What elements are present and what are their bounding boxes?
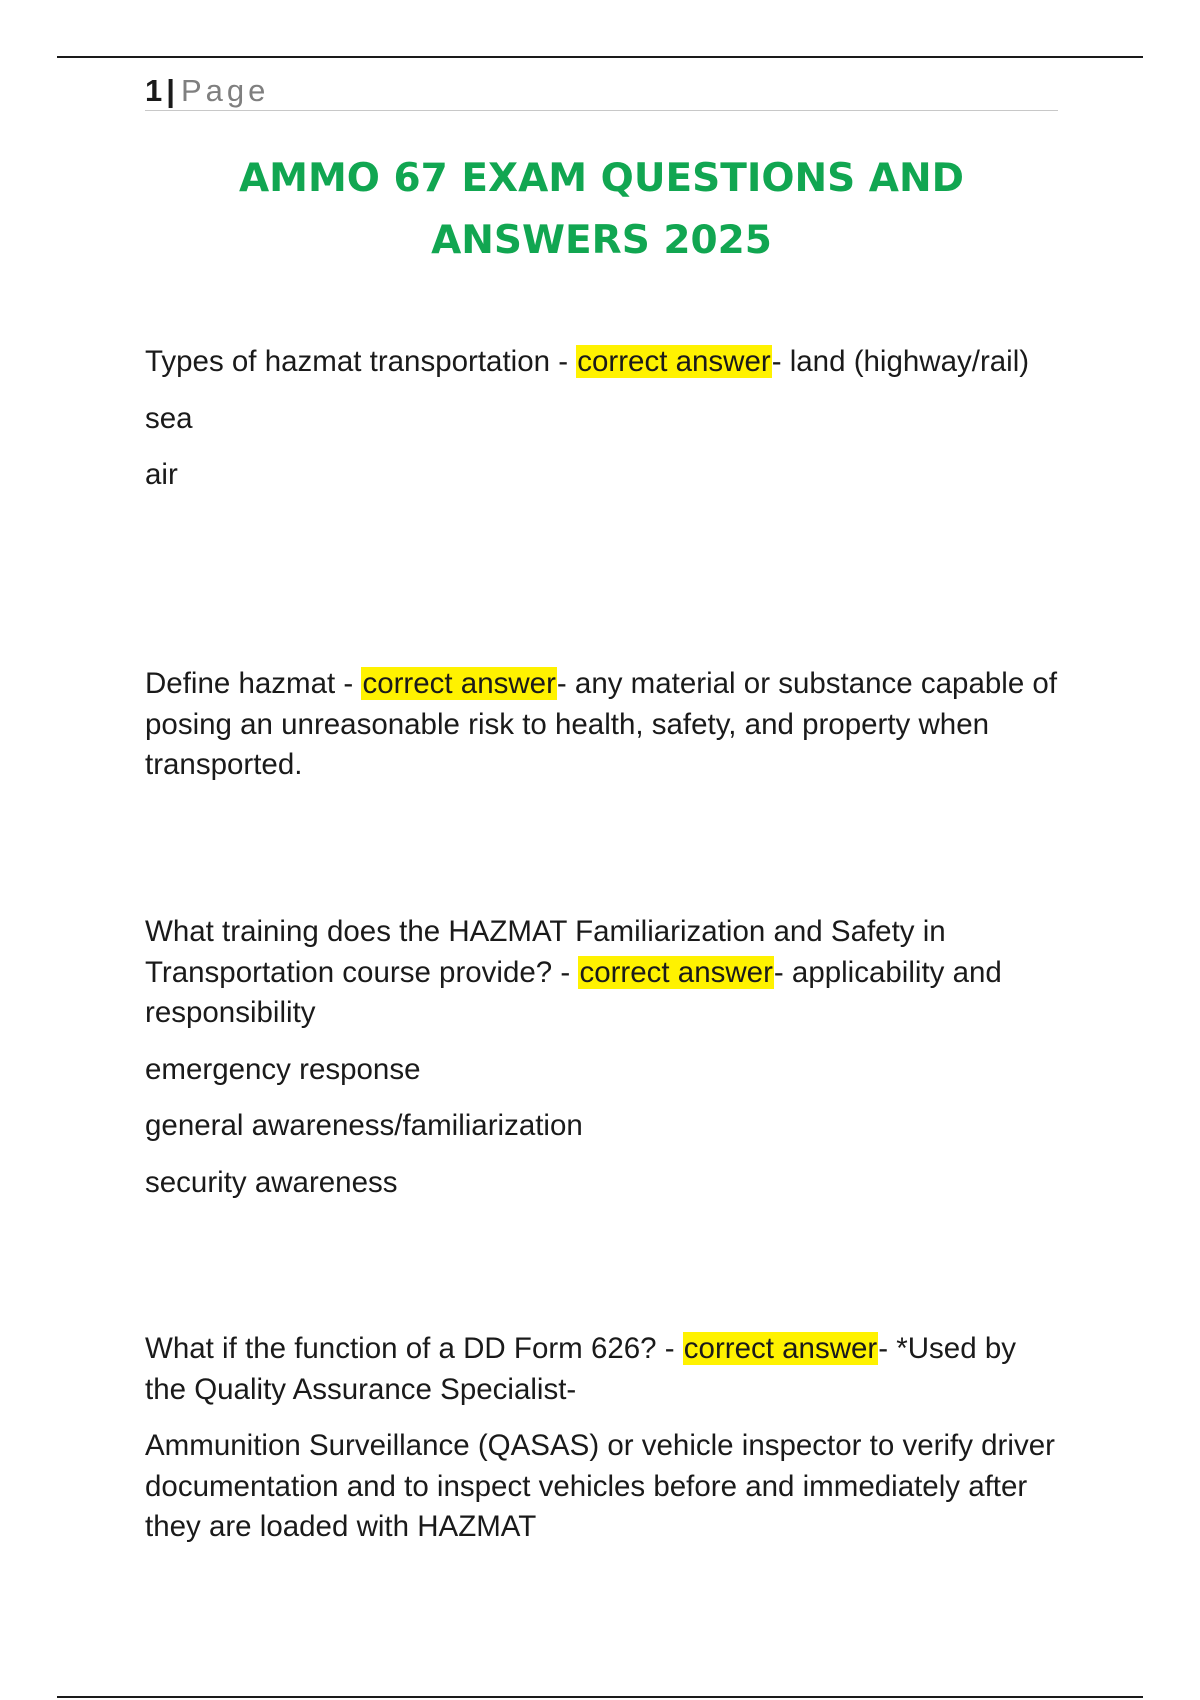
answer-line: emergency response <box>145 1052 421 1086</box>
qa-item <box>145 1329 1065 1564</box>
page-separator: | <box>166 73 175 108</box>
qa-question-paragraph <box>145 912 1065 1034</box>
correct-answer-highlight: correct answer <box>683 1332 878 1365</box>
correct-answer-highlight: correct answer <box>362 667 556 700</box>
correct-answer-highlight: correct answer <box>579 955 773 989</box>
page-number: 1 <box>145 73 163 108</box>
answer-text: - any material or substance capable of posing an unreasonable risk to health, safety, and property when transported. <box>145 667 1058 781</box>
qa-item <box>145 664 1065 802</box>
top-border-line <box>57 56 1143 58</box>
title-line-2: ANSWERS 2025 <box>431 218 772 263</box>
page-header <box>145 72 1058 111</box>
answer-line: general awareness/familiarization <box>145 1109 583 1142</box>
answer-text: - land (highway/rail) <box>771 345 1030 378</box>
answer-text: - *Used by the Quality Assurance Specialist- <box>145 1332 1016 1406</box>
question-text: Define hazmat - <box>145 667 362 700</box>
answer-line: sea <box>145 401 193 435</box>
answer-line: security awareness <box>145 1165 398 1199</box>
page-label: Page <box>180 73 270 108</box>
qa-item <box>145 342 1065 512</box>
qa-question-paragraph <box>145 342 1065 383</box>
answer-text: - applicability and responsibility <box>145 955 1002 1029</box>
answer-line: air <box>145 458 178 491</box>
answer-line: Ammunition Surveillance (QASAS) or vehicle inspector to verify driver documentation and to inspect vehicles before and immediately after they are loaded with HAZMAT <box>145 1429 1055 1543</box>
question-text: What training does the HAZMAT Familiarization and Safety in Transportation course provide? - <box>145 915 946 989</box>
question-text: What if the function of a DD Form 626? - <box>145 1332 683 1365</box>
qa-question-paragraph <box>145 1329 1065 1410</box>
bottom-border-line <box>57 1696 1143 1698</box>
qa-question-paragraph <box>145 664 1065 786</box>
document-title <box>145 148 1058 272</box>
title-line-1: AMMO 67 EXAM QUESTIONS AND <box>239 156 964 201</box>
question-text: Types of hazmat transportation - <box>145 345 577 378</box>
correct-answer-highlight: correct answer <box>577 345 771 378</box>
qa-item <box>145 912 1065 1219</box>
